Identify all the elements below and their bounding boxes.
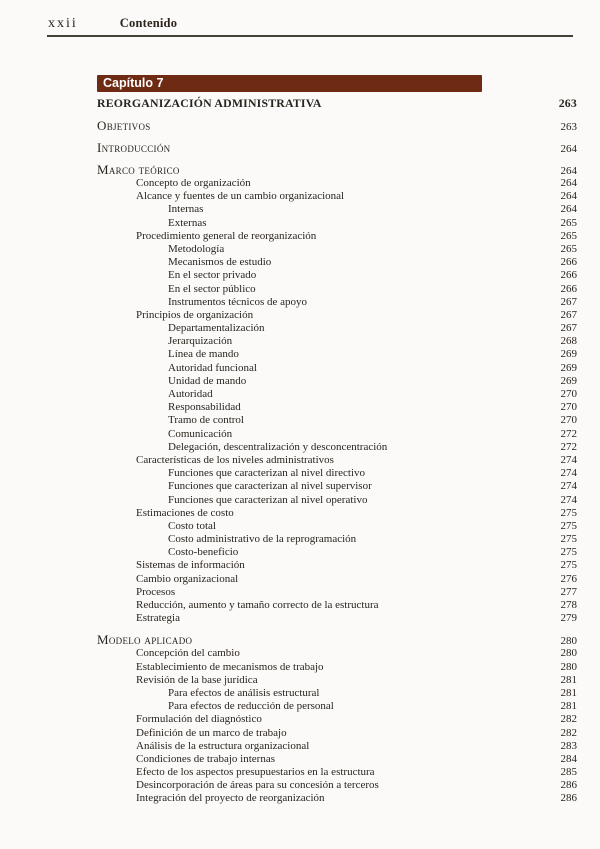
toc-entry-label: Principios de organización [136,308,254,321]
toc-entry-label: Introducción [97,139,171,155]
toc-entry-label: Funciones que caracterizan al nivel directivo [168,467,365,480]
toc-entry-page-number: 269 [560,348,577,361]
toc-entry-page-number: 274 [560,453,577,466]
header-rule [47,35,573,37]
toc-entry [97,674,577,687]
toc-entry [97,309,577,322]
toc-entry-label: Efecto de los aspectos presupuestarios en la estructura [136,766,375,779]
toc-entry-page-number: 270 [560,401,577,414]
running-title: Contenido [119,16,178,30]
toc-entry-label: Características de los niveles administrativos [136,453,334,466]
toc-entry-label: Costo-beneficio [168,546,239,559]
toc-entry [97,296,577,309]
toc-entry-label: Unidad de mando [168,374,247,387]
toc-entry-label: Autoridad funcional [168,361,257,374]
toc-entry-label: Línea de mando [168,348,239,361]
chapter-title-row [97,96,577,111]
toc-entry [97,700,577,713]
toc-entry [97,467,577,480]
toc-entry-page-number: 266 [560,269,577,282]
toc-entry-page-number: 264 [560,177,577,189]
chapter-title-page-number: 263 [558,96,577,110]
folio-number: xxii [48,16,78,31]
toc-entry-page-number: 263 [560,120,577,133]
toc-entry-page-number: 265 [560,216,577,229]
toc-entry-label: Alcance y fuentes de un cambio organizacional [136,190,345,203]
toc-entry [97,163,577,178]
toc-entry-label: Comunicación [168,427,233,440]
toc-entry [97,230,577,243]
toc-entry-page-number: 274 [560,467,577,480]
toc-entry [97,586,577,599]
toc-entry-label: Departamentalización [168,322,265,335]
toc-entry [97,573,577,586]
toc-entry [97,203,577,216]
toc-entry [97,190,577,203]
toc-entry [97,599,577,612]
toc-entry-page-number: 284 [560,752,577,765]
toc-entry-page-number: 264 [560,164,577,177]
toc-entry [97,647,577,660]
toc-entry-page-number: 275 [560,546,577,559]
toc-entry-label: Para efectos de análisis estructural [168,686,320,699]
toc-entry [97,388,577,401]
toc-entry-label: Formulación del diagnóstico [136,713,262,726]
toc-entry [97,441,577,454]
toc-entry-label: Autoridad [168,388,213,400]
toc-entry-label: Costo administrativo de la reprogramación [168,533,357,546]
toc-entry [97,612,577,625]
toc-entry-label: Metodología [168,242,225,255]
toc-entry [97,256,577,269]
toc-entry [97,792,577,805]
toc-entry-page-number: 274 [560,493,577,506]
chapter-banner [97,75,482,92]
toc-entry [97,480,577,493]
toc-entry-page-number: 264 [560,142,577,155]
toc-entry-label: Estimaciones de costo [136,506,234,519]
toc-entry-label: Revisión de la base jurídica [136,673,258,686]
toc-entry-page-number: 280 [560,647,577,660]
chapter-banner-label: Capítulo 7 [103,76,164,90]
toc-entry-label: Delegación, descentralización y desconcentración [168,440,388,453]
toc-entry-label: Instrumentos técnicos de apoyo [168,295,307,308]
toc-entry-label: Modelo aplicado [97,631,193,647]
toc-entry-page-number: 265 [560,229,577,242]
toc-entry-page-number: 269 [560,361,577,374]
toc-entry-page-number: 267 [560,308,577,321]
toc-entry [97,740,577,753]
toc-entry-page-number: 275 [560,519,577,532]
toc-entry-page-number: 264 [560,203,577,216]
toc-entry-label: Procedimiento general de reorganización [136,229,317,242]
toc-entry [97,753,577,766]
toc-entry [97,779,577,792]
toc-entry [97,269,577,282]
toc-entry-page-number: 265 [560,242,577,255]
toc-entry-page-number: 267 [560,322,577,335]
toc-entry [97,559,577,572]
toc-entry [97,375,577,388]
toc-entry-label: Marco teórico [97,161,180,177]
toc-entry-label: Reducción, aumento y tamaño correcto de la estructura [136,599,379,611]
toc-entry-label: Condiciones de trabajo internas [136,752,275,765]
toc-entry-label: Cambio organizacional [136,572,239,585]
toc-entry-page-number: 286 [560,792,577,805]
toc-entry [97,533,577,546]
toc-entry [97,546,577,559]
toc-entry-page-number: 279 [560,612,577,625]
toc-entry-label: Análisis de la estructura organizacional [136,739,310,752]
page-header [48,16,572,32]
toc-entry [97,727,577,740]
toc-entry-page-number: 276 [560,572,577,585]
toc-entry-label: Tramo de control [168,414,244,427]
toc-entry [97,766,577,779]
toc-entry-label: Integración del proyecto de reorganización [136,792,325,805]
toc-entry-label: Objetivos [97,117,151,133]
toc-entry-label: Concepto de organización [136,177,251,189]
toc-entry-page-number: 277 [560,585,577,598]
toc-entry [97,401,577,414]
toc-entry [97,633,577,648]
toc-entry-page-number: 275 [560,506,577,519]
toc-entry-page-number: 281 [560,700,577,713]
toc-entry-page-number: 282 [560,726,577,739]
toc-entry [97,362,577,375]
toc-entry-label: Internas [168,203,204,216]
toc-entry-page-number: 272 [560,440,577,453]
toc-entry-page-number: 275 [560,533,577,546]
toc-entry-label: En el sector privado [168,269,257,282]
toc-entry-page-number: 282 [560,713,577,726]
toc-entry-label: Para efectos de reducción de personal [168,700,334,713]
toc-entry-label: Mecanismos de estudio [168,256,272,269]
toc-entry-label: Externas [168,216,207,229]
toc-entry-list [97,119,577,806]
toc-entry [97,217,577,230]
chapter-title: REORGANIZACIÓN ADMINISTRATIVA [97,96,322,110]
toc-entry [97,141,577,156]
toc-entry-label: Funciones que caracterizan al nivel operativo [168,493,368,506]
toc-entry-page-number: 272 [560,427,577,440]
toc-entry [97,348,577,361]
toc-entry-label: Concepción del cambio [136,647,240,660]
toc-entry [97,520,577,533]
toc-entry-page-number: 268 [560,335,577,348]
toc-entry-page-number: 278 [560,599,577,611]
toc-entry-label: Definición de un marco de trabajo [136,726,287,739]
toc-entry-label: Desincorporación de áreas para su concesión a terceros [136,779,379,792]
toc-entry [97,283,577,296]
toc-entry [97,414,577,427]
toc-entry [97,661,577,674]
toc-entry-page-number: 285 [560,766,577,779]
toc-entry [97,507,577,520]
toc-entry-label: Procesos [136,585,176,598]
toc-entry-page-number: 286 [560,779,577,792]
toc-entry-page-number: 270 [560,388,577,400]
toc-entry [97,335,577,348]
toc-entry-page-number: 275 [560,559,577,572]
toc-entry [97,322,577,335]
toc-entry-page-number: 269 [560,374,577,387]
toc-main [97,75,577,806]
toc-entry-label: Costo total [168,519,216,532]
toc-entry-page-number: 266 [560,256,577,269]
toc-entry-page-number: 267 [560,295,577,308]
toc-entry-label: Jerarquización [168,335,233,348]
toc-entry [97,119,577,134]
toc-entry-page-number: 270 [560,414,577,427]
toc-entry-page-number: 281 [560,673,577,686]
toc-entry [97,428,577,441]
toc-entry-page-number: 281 [560,686,577,699]
toc-entry [97,713,577,726]
toc-entry [97,177,577,190]
toc-entry-page-number: 283 [560,739,577,752]
toc-entry-label: Sistemas de información [136,559,245,572]
toc-entry-label: Funciones que caracterizan al nivel supervisor [168,480,372,493]
toc-entry [97,454,577,467]
toc-entry-page-number: 280 [560,634,577,647]
toc-entry [97,687,577,700]
toc-entry-label: En el sector público [168,282,256,295]
toc-entry-page-number: 266 [560,282,577,295]
toc-entry-page-number: 280 [560,660,577,673]
toc-entry-label: Estrategia [136,612,180,625]
toc-entry [97,243,577,256]
toc-entry-page-number: 274 [560,480,577,493]
toc-entry-label: Responsabilidad [168,401,241,414]
toc-entry-label: Establecimiento de mecanismos de trabajo [136,660,324,673]
toc-entry-page-number: 264 [560,190,577,203]
toc-entry [97,494,577,507]
